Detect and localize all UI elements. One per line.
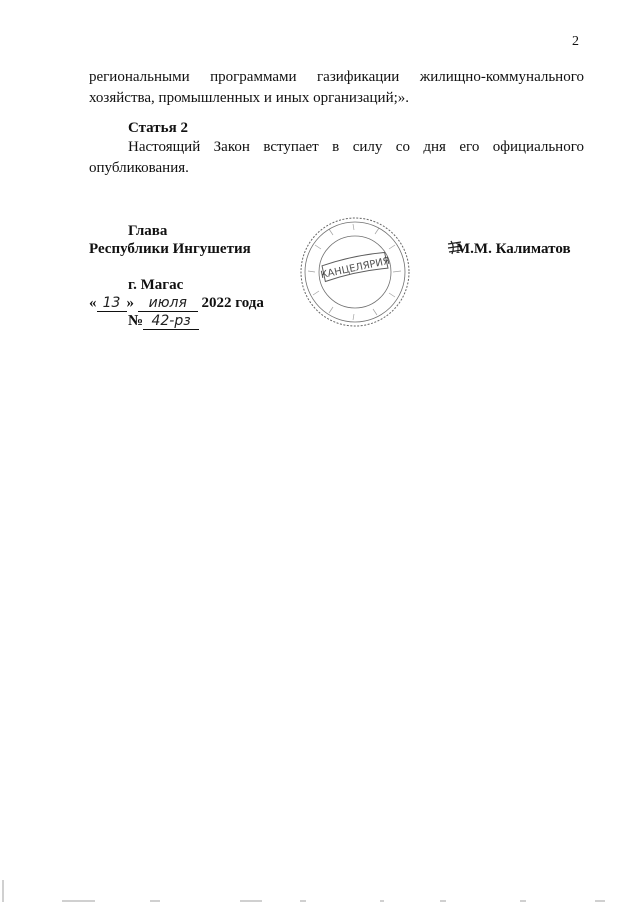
paragraph1-line1: региональными программами газификации жилищно-коммунального: [89, 69, 584, 85]
law-number-label: №: [128, 313, 144, 329]
law-number-value: 42-рз: [143, 313, 199, 330]
page-number: 2: [572, 34, 579, 49]
date-open-quote: «: [89, 295, 97, 311]
date-close-quote: »: [126, 295, 134, 311]
paragraph1-line2: хозяйства, промышленных и иных организаций;».: [89, 90, 410, 106]
signatory-title-line2: Республики Ингушетия: [89, 241, 251, 257]
stamp-center-text: КАНЦЕЛЯРИЯ: [319, 255, 391, 282]
article-title: Статья 2: [128, 120, 188, 136]
date-day: 13: [97, 295, 127, 312]
date-line: [89, 295, 264, 312]
scan-artifacts: [0, 880, 640, 905]
date-year: 2022 года: [201, 295, 264, 311]
date-month: июля: [138, 295, 198, 312]
signatory-name: М.М. Калиматов: [456, 241, 571, 257]
article-text-line2: опубликования.: [89, 160, 189, 176]
law-number-line: [128, 313, 199, 330]
official-stamp: [295, 215, 415, 330]
place-of-signing: г. Магас: [128, 277, 184, 293]
article-text-line1: Настоящий Закон вступает в силу со дня его официального: [128, 139, 584, 155]
signatory-title-line1: Глава: [128, 223, 168, 239]
